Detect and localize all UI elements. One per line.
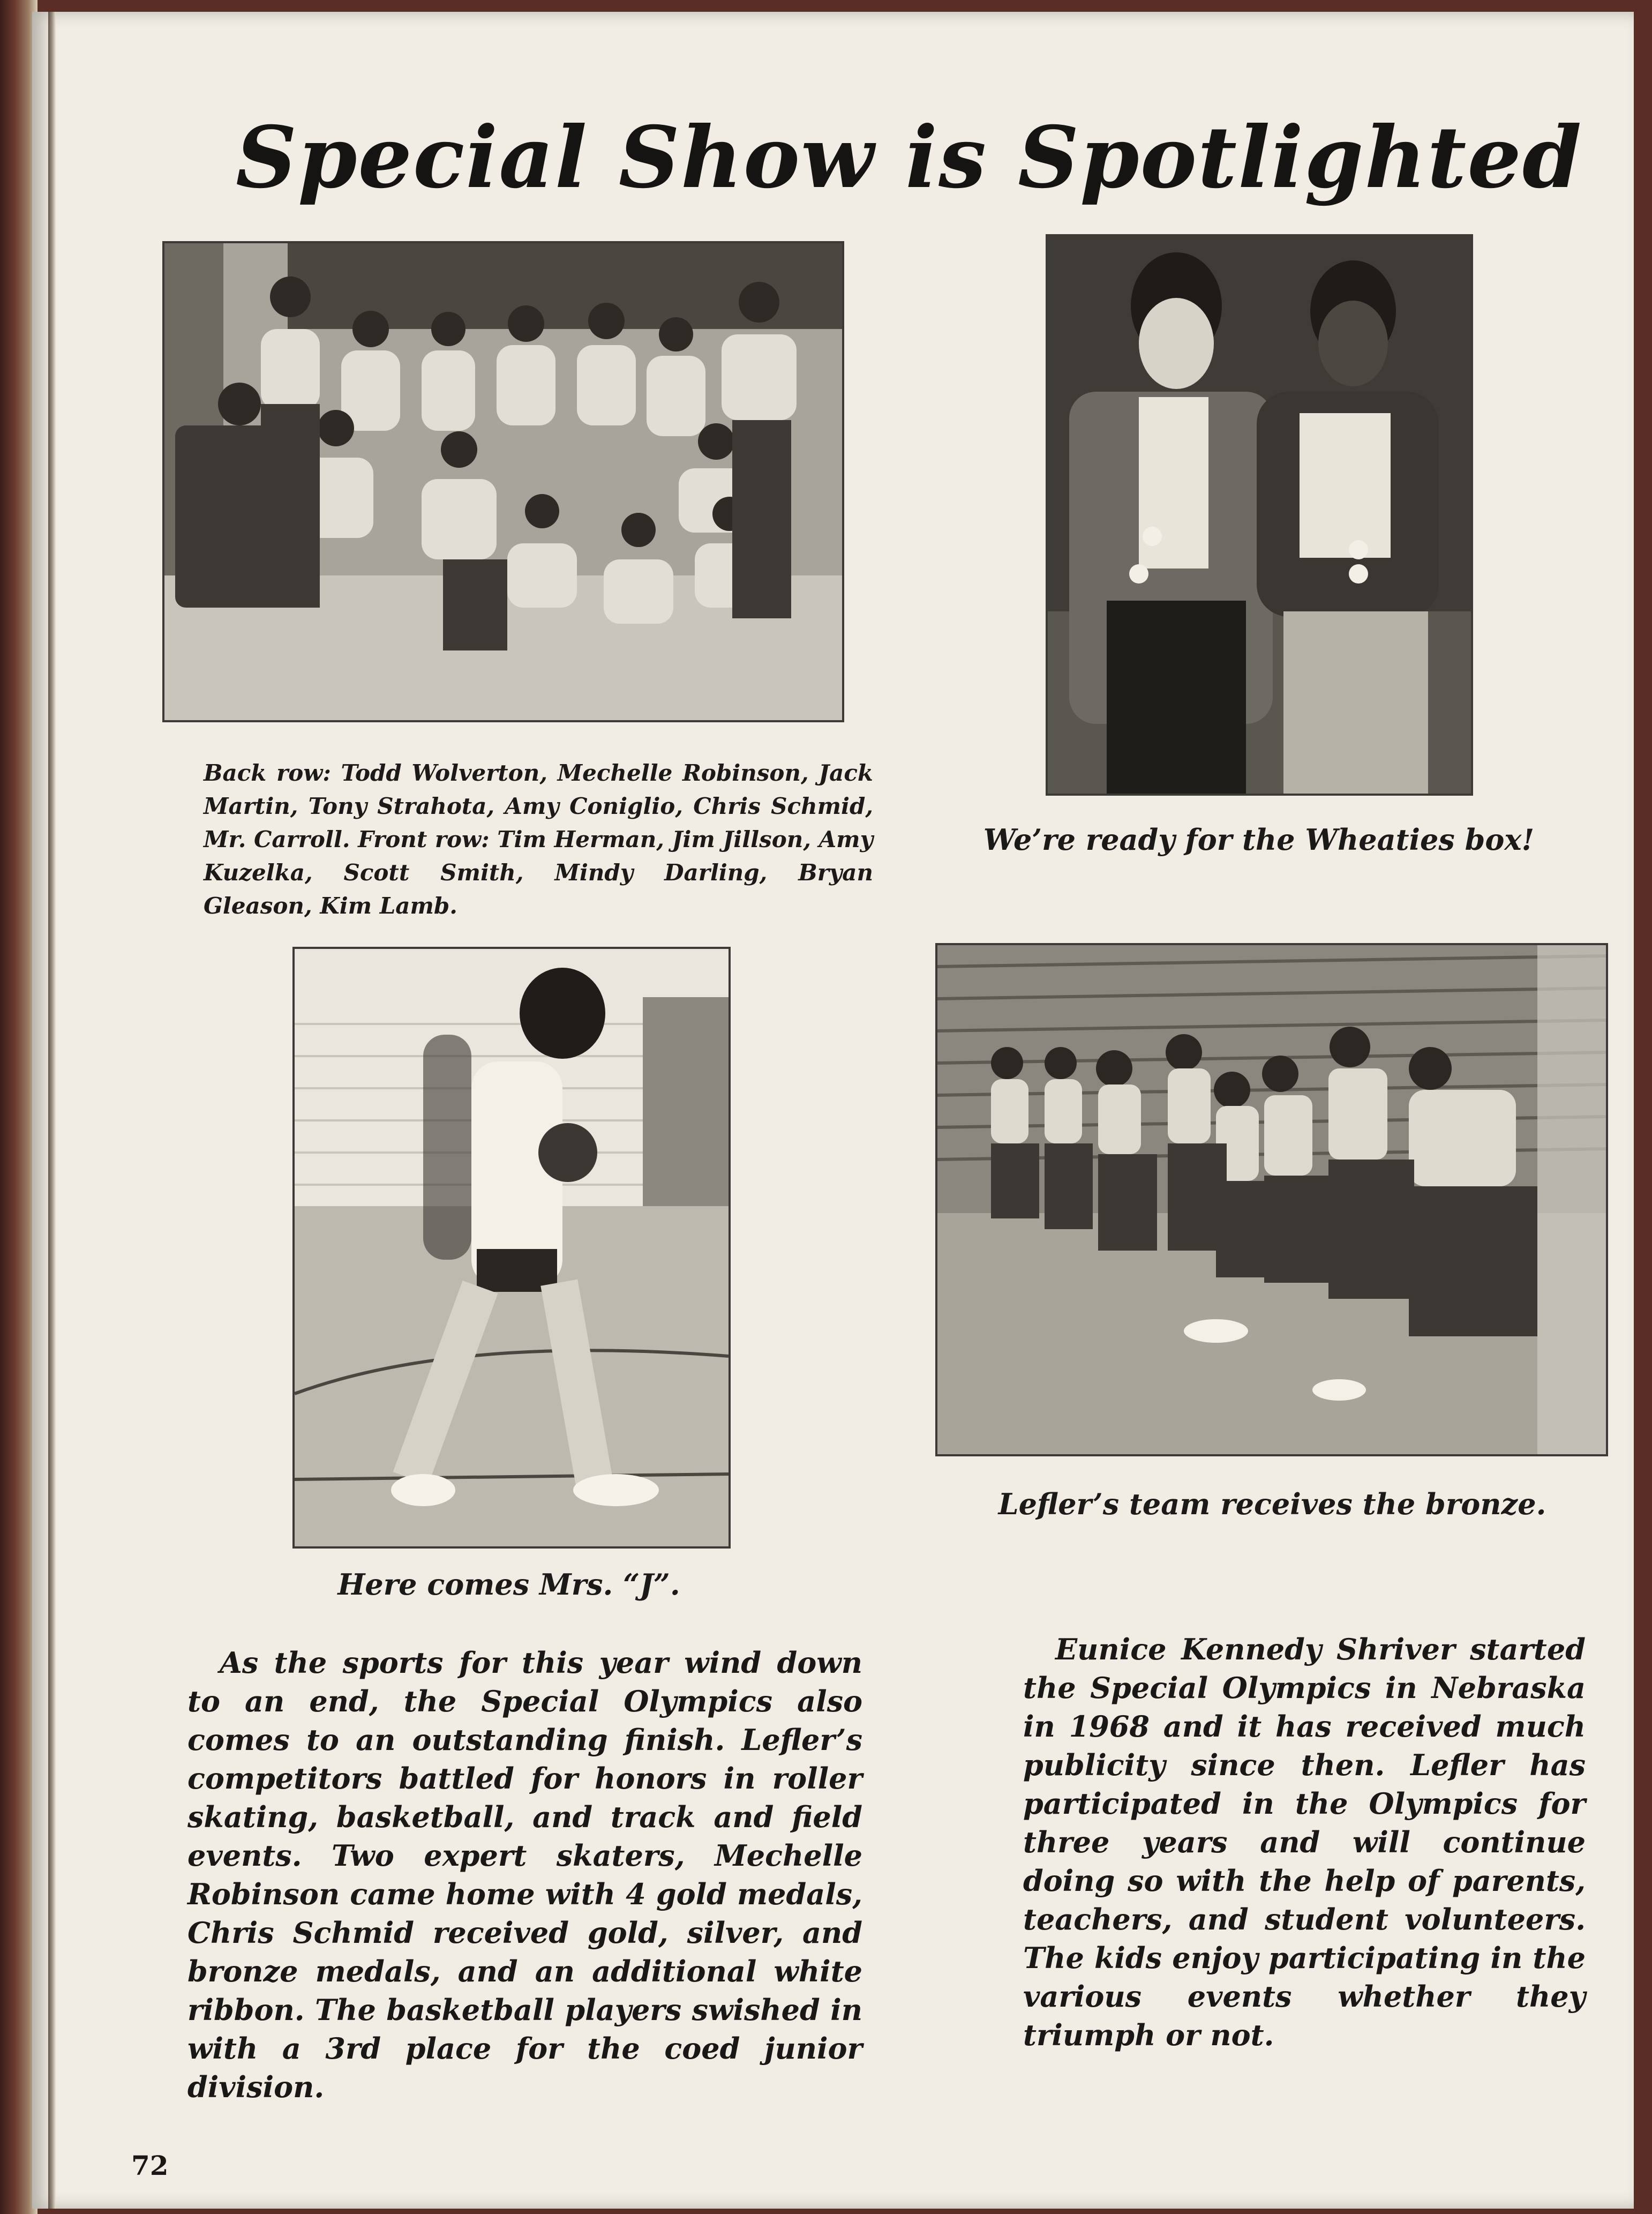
article-right-text: Eunice Kennedy Shriver started the Special Olympics in Nebraska in 1968 and it has received much publicity since then. Lefler has participated in the Olympics for three years and will continue doing so with the help of parents, teachers, and student volunteers. The kids enjoy participating in the various events whether they triumph or not.: [1023, 1632, 1586, 2052]
team-photo-image: [164, 243, 842, 720]
article-left-text: As the sports for this year wind down to an end, the Special Olympics also comes to an outstanding finish. Lefler’s competitors battled for honors in roller skating, basketball, and track and field events. Two expert skaters, Mechelle Robinson came home with 4 gold medals, Chris Schmid received gold, silver, and bronze medals, and an additional white ribbon. The basketball players swished in with a 3rd place for the coed junior division.: [187, 1645, 862, 2104]
article-right-column: [1023, 1630, 1586, 2054]
bench-photo: [935, 943, 1608, 1456]
basketball-photo: [292, 947, 731, 1549]
article-left-column: [187, 1643, 862, 2106]
team-photo: [162, 241, 844, 722]
bench-photo-image: [937, 945, 1606, 1454]
yearbook-page: [32, 12, 1634, 2209]
page-number: 72: [131, 2150, 169, 2181]
page-title: Special Show is Spotlighted: [236, 108, 1583, 207]
bench-photo-caption: Lefler’s team receives the bronze.: [998, 1487, 1546, 1521]
team-photo-caption: Back row: Todd Wolverton, Mechelle Robinson, Jack Martin, Tony Strahota, Amy Coniglio, Chris Schmid, Mr. Carroll. Front row: Tim Herman, Jim Jillson, Amy Kuzelka, Scott Smith, Mindy Darling, Bryan Gleason, Kim Lamb.: [204, 760, 874, 919]
basketball-photo-caption: Here comes Mrs. “J”.: [337, 1567, 680, 1602]
basketball-photo-image: [295, 949, 729, 1546]
page-gutter-shadow: [48, 12, 56, 2209]
medal-photo-caption: We’re ready for the Wheaties box!: [983, 822, 1535, 857]
medal-photo-image: [1048, 236, 1471, 794]
medal-photo: [1046, 234, 1473, 796]
